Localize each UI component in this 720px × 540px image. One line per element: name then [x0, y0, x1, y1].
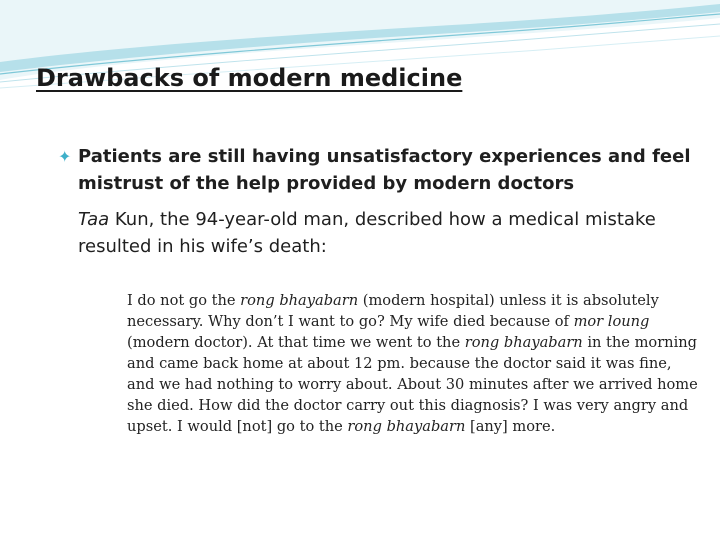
intro-text: Kun, the 94-year-old man, described how a medical mistake resulted in his wife’s death:: [78, 209, 656, 257]
quote-term: rong bhayabarn: [240, 292, 359, 309]
quote-text: [any] more.: [465, 418, 556, 435]
quote-text: (modern hospital) unless it is absolutely necessary. Why don’t I want to go? My wife died because of: [127, 292, 659, 330]
bullet-text: Patients are still having unsatisfactory experiences and feel mistrust of the help provided by modern doctors: [78, 146, 691, 194]
bullet-marker-icon: ✦: [58, 147, 72, 166]
intro-paragraph: [78, 206, 698, 260]
quote-text: (modern doctor). At that time we went to the: [127, 334, 465, 351]
quote-term: rong bhayabarn: [464, 334, 583, 351]
patient-quote: [127, 290, 699, 437]
slide-title: Drawbacks of modern medicine: [36, 64, 463, 92]
quote-text: I do not go the: [127, 292, 241, 309]
quote-term: mor loung: [573, 313, 650, 330]
bullet-point: [58, 143, 698, 197]
quote-text: in the morning and came back home at about 12 pm. because the doctor said it was fine, and we had nothing to worry about. About 30 minutes after we arrived home she died. How did the doctor carry out this diagnosis? I was very angry and upset. I would [not] go to the: [127, 334, 698, 435]
intro-name: Taa: [78, 209, 110, 230]
quote-term: rong bhayabarn: [347, 418, 466, 435]
